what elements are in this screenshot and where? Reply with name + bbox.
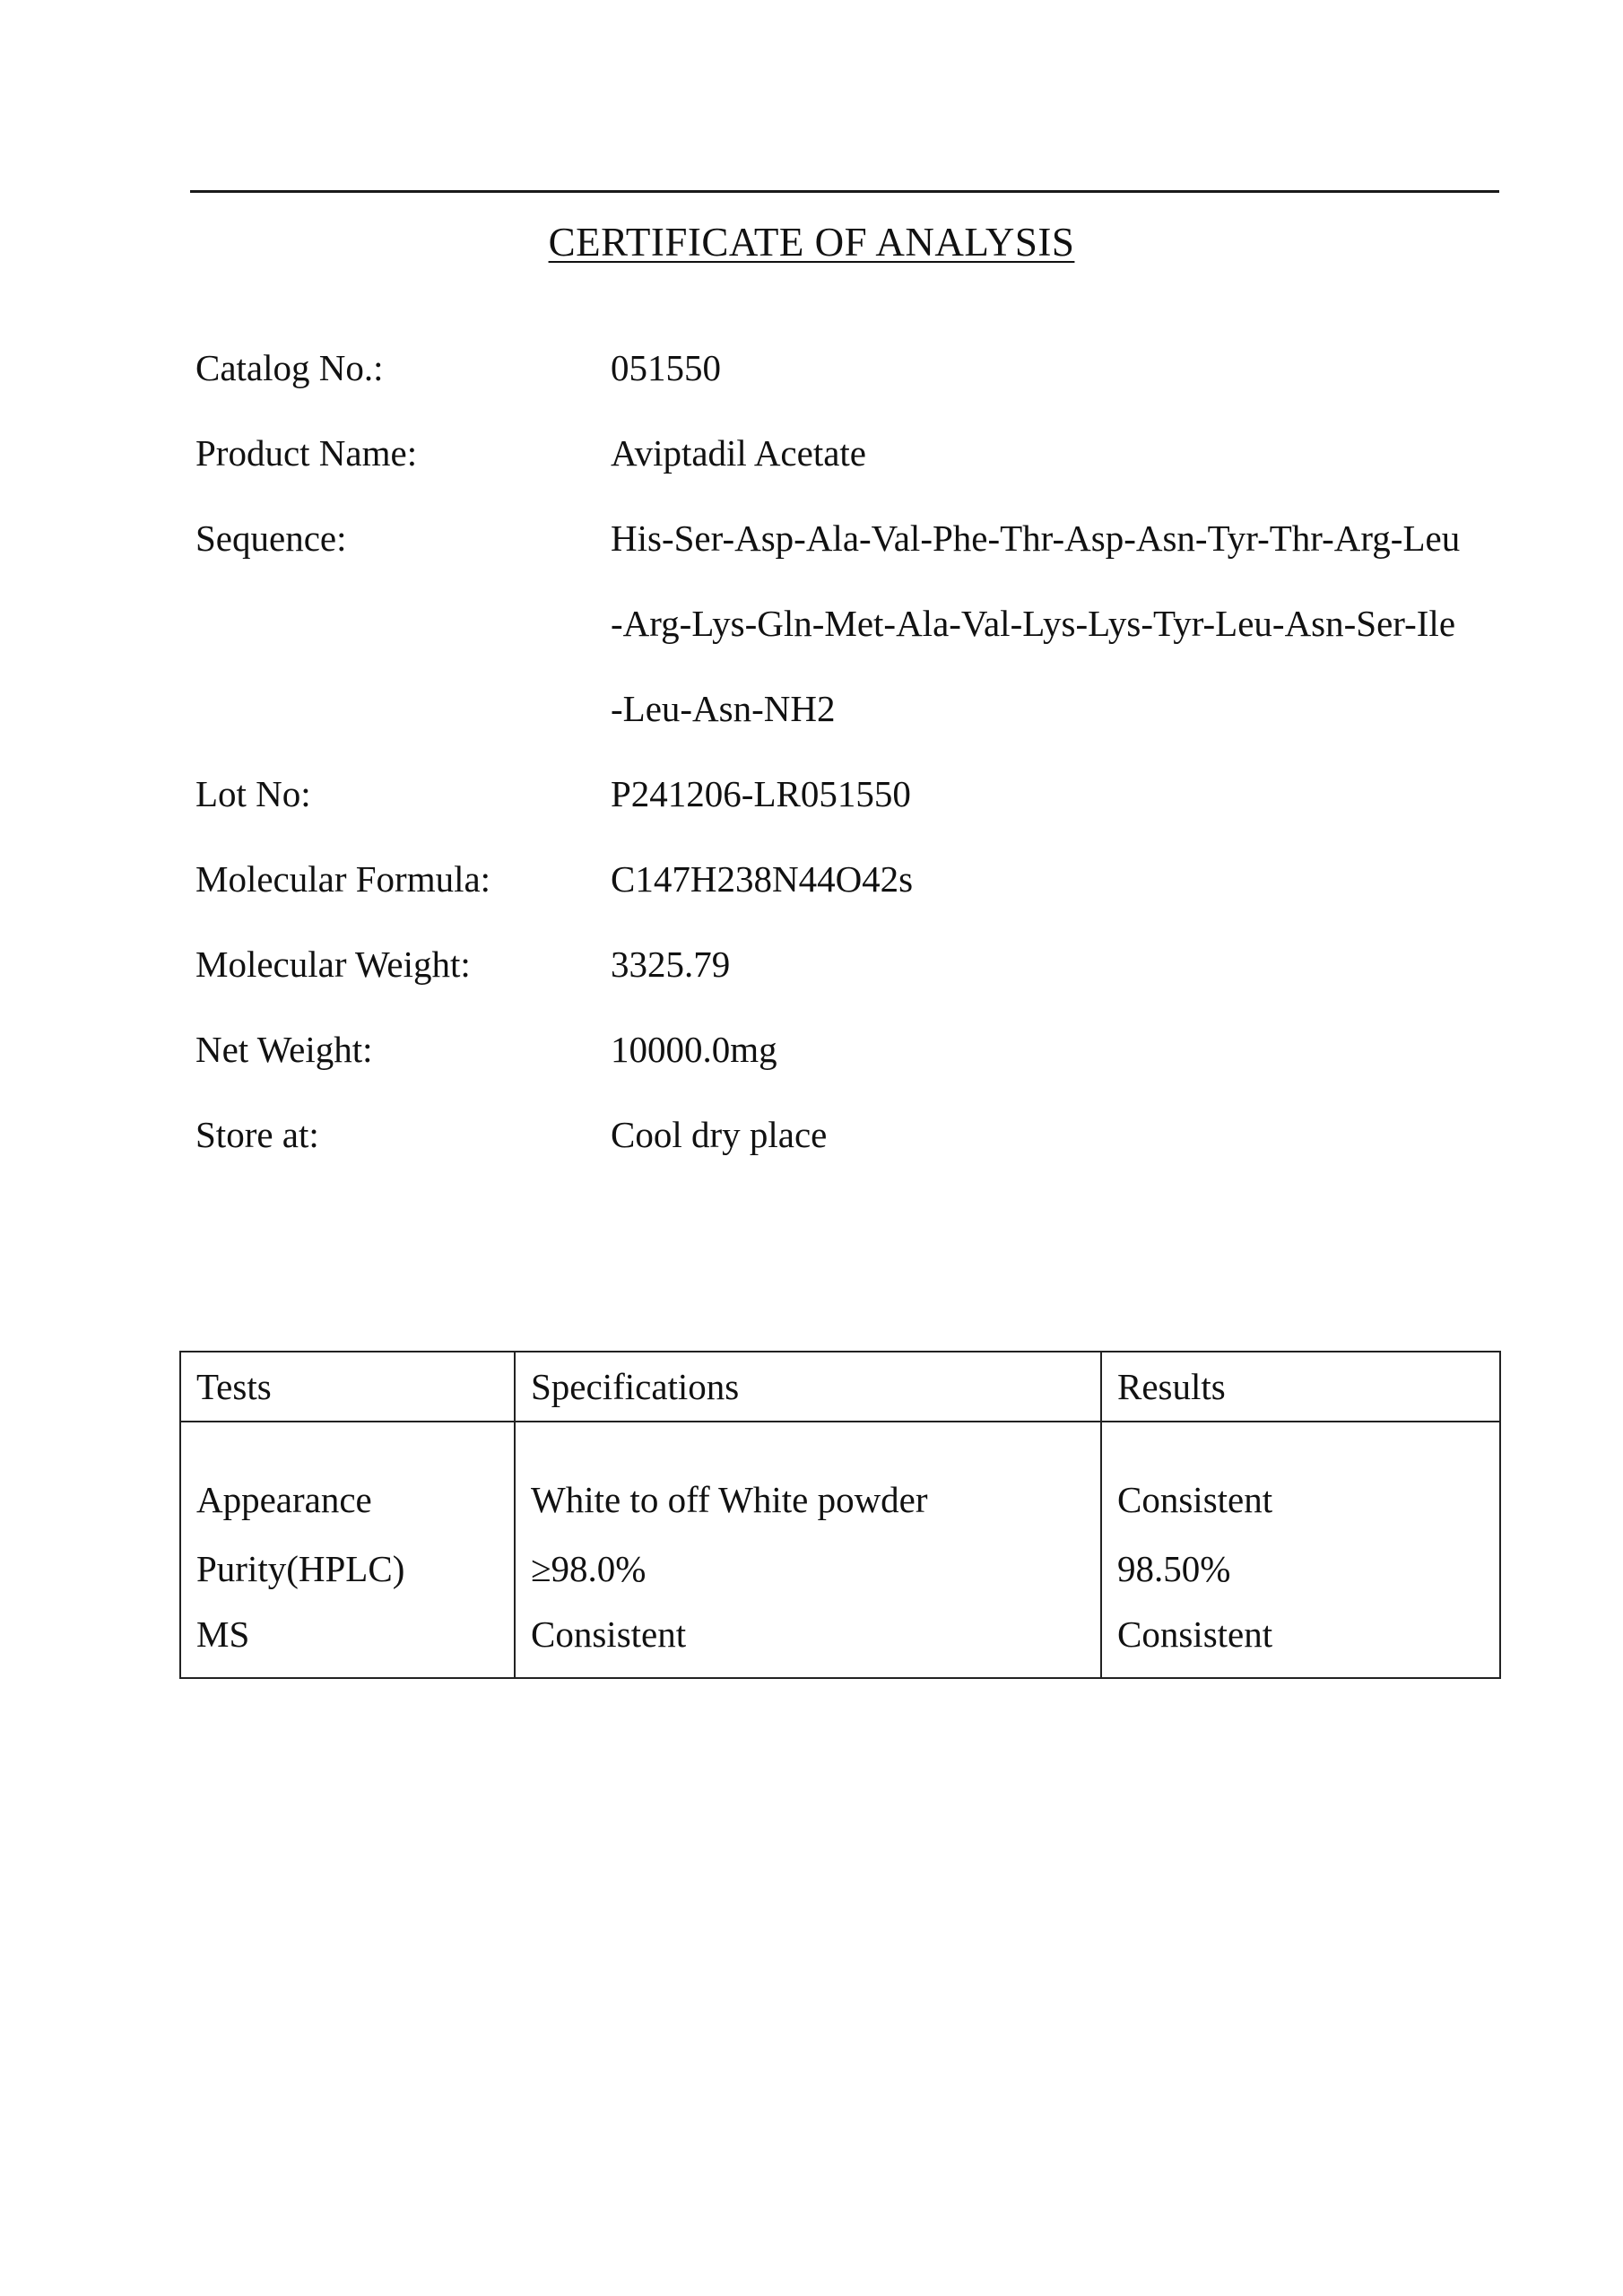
result-cell: 98.50% bbox=[1101, 1530, 1500, 1607]
formula-label: Molecular Formula: bbox=[195, 858, 491, 900]
net-weight-value: 10000.0mg bbox=[611, 1029, 777, 1070]
test-cell: Appearance bbox=[180, 1422, 515, 1530]
sequence-label: Sequence: bbox=[195, 517, 347, 559]
test-cell: MS bbox=[180, 1607, 515, 1678]
header-specifications: Specifications bbox=[515, 1352, 1101, 1422]
product-value: Aviptadil Acetate bbox=[611, 432, 866, 474]
document-title bbox=[0, 215, 1623, 269]
weight-label: Molecular Weight: bbox=[195, 944, 471, 985]
sequence-line-1: His-Ser-Asp-Ala-Val-Phe-Thr-Asp-Asn-Tyr-Thr-Arg-Leu bbox=[611, 517, 1461, 559]
top-divider bbox=[190, 190, 1499, 193]
test-cell: Purity(HPLC) bbox=[180, 1530, 515, 1607]
analysis-table bbox=[179, 1351, 1501, 1679]
header-results: Results bbox=[1101, 1352, 1500, 1422]
product-label: Product Name: bbox=[195, 432, 418, 474]
table-row bbox=[180, 1422, 1500, 1530]
catalog-label: Catalog No.: bbox=[195, 347, 384, 388]
net-weight-label: Net Weight: bbox=[195, 1029, 373, 1070]
specification-cell: Consistent bbox=[515, 1607, 1101, 1678]
catalog-value: 051550 bbox=[611, 347, 721, 388]
lot-label: Lot No: bbox=[195, 773, 311, 814]
sequence-line-2: -Arg-Lys-Gln-Met-Ala-Val-Lys-Lys-Tyr-Leu-Asn-Ser-Ile bbox=[611, 603, 1456, 644]
storage-value: Cool dry place bbox=[611, 1114, 828, 1155]
result-cell: Consistent bbox=[1101, 1607, 1500, 1678]
storage-label: Store at: bbox=[195, 1114, 319, 1155]
table-row bbox=[180, 1530, 1500, 1607]
result-cell: Consistent bbox=[1101, 1422, 1500, 1530]
table-header-row bbox=[180, 1352, 1500, 1422]
lot-value: P241206-LR051550 bbox=[611, 773, 911, 814]
specification-cell: White to off White powder bbox=[515, 1422, 1101, 1530]
header-tests: Tests bbox=[180, 1352, 515, 1422]
document-title-text: CERTIFICATE OF ANALYSIS bbox=[548, 220, 1075, 265]
weight-value: 3325.79 bbox=[611, 944, 731, 985]
sequence-line-3: -Leu-Asn-NH2 bbox=[611, 688, 836, 729]
specification-cell: ≥98.0% bbox=[515, 1530, 1101, 1607]
formula-value: C147H238N44O42s bbox=[611, 858, 914, 900]
table-row bbox=[180, 1607, 1500, 1678]
